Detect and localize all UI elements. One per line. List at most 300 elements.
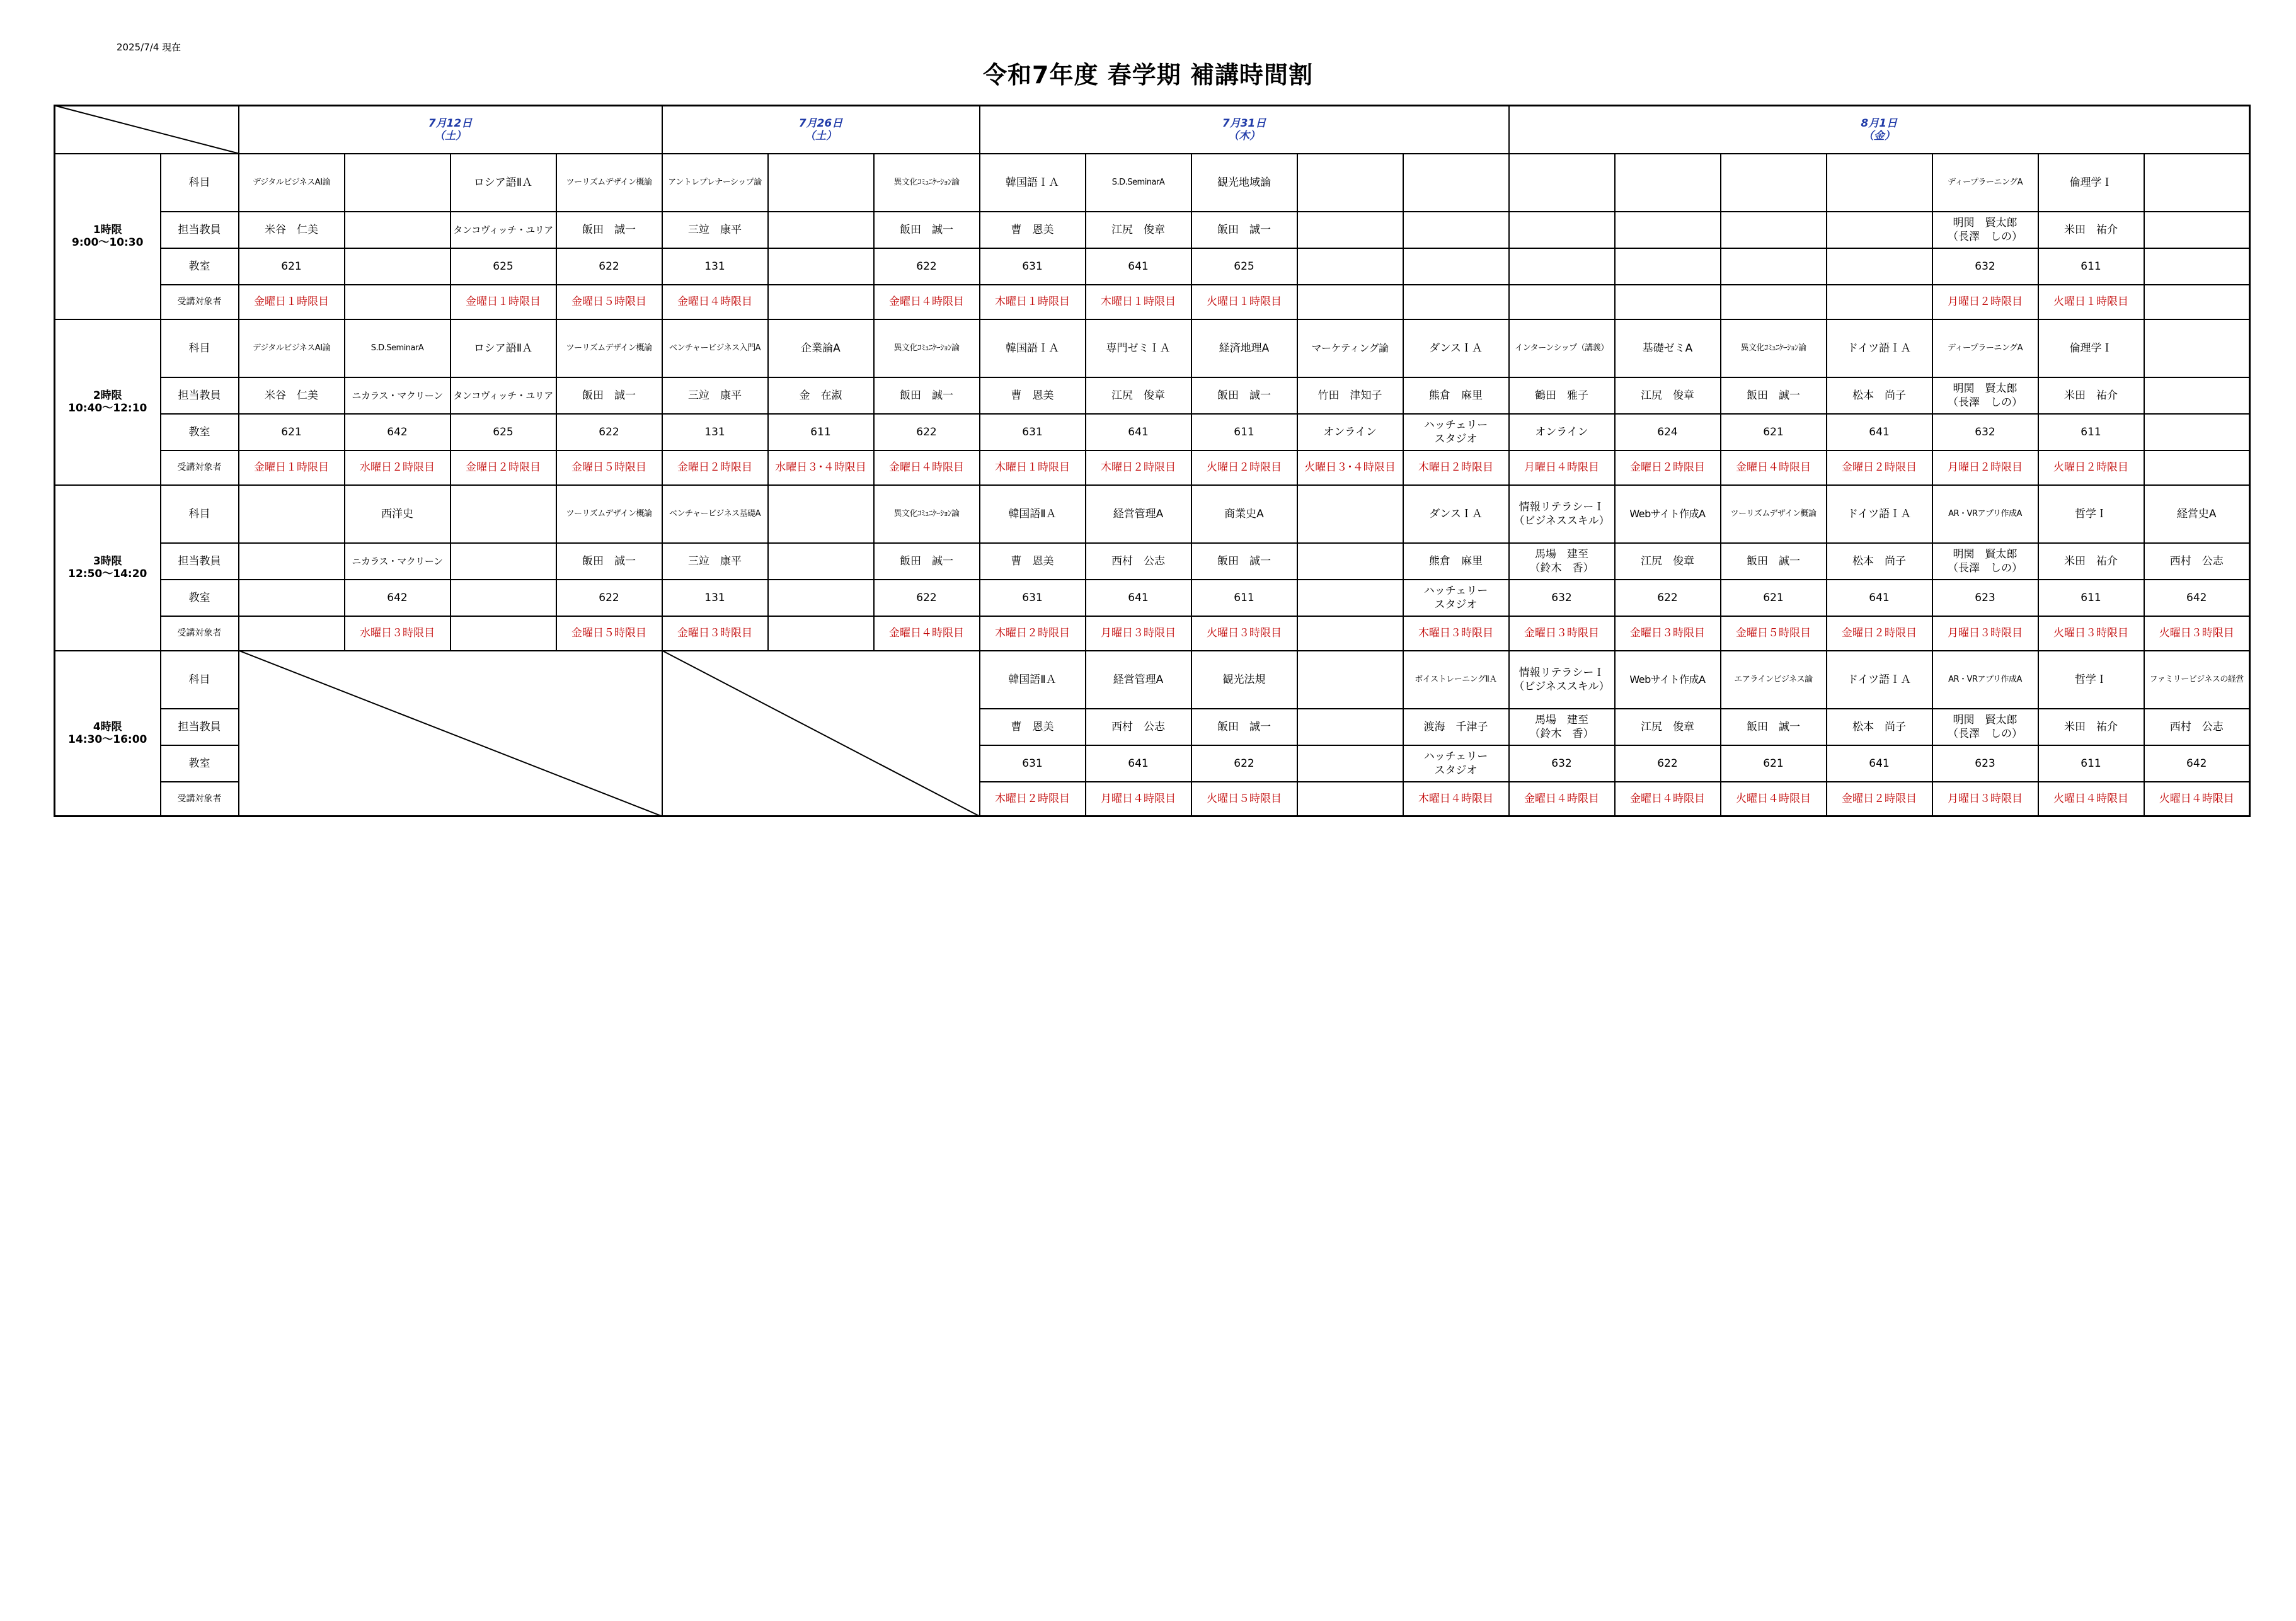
- blank-block-0726: [662, 651, 980, 816]
- subject-text: 韓国語ⅡＡ: [1008, 507, 1057, 520]
- row-label-target: 受講対象者: [161, 782, 239, 816]
- cell-teacher: [2038, 212, 2144, 248]
- cell-room: [980, 580, 1086, 616]
- cell-subject: [1086, 485, 1191, 543]
- cell-room: [1403, 414, 1509, 450]
- cell-target: [239, 450, 345, 485]
- cell-subject: [1827, 485, 1932, 543]
- cell-room: [2144, 248, 2250, 285]
- target-text: 月曜日３時限目: [1101, 627, 1176, 639]
- target-text: 火曜日３時限目: [2053, 627, 2128, 639]
- teacher-text: 飯田 誠一: [900, 223, 953, 236]
- cell-subject: [1932, 651, 2038, 709]
- target-text: 火曜日２時限目: [1207, 461, 1282, 474]
- cell-teacher: [451, 212, 556, 248]
- cell-subject: [662, 319, 768, 377]
- cell-target: [874, 285, 980, 319]
- subject-text: 異文化ｺﾐｭﾆｹｰｼｮﾝ論: [1740, 343, 1806, 353]
- cell-subject: [451, 485, 556, 543]
- cell-room: [239, 580, 345, 616]
- cell-teacher: [1509, 377, 1615, 414]
- cell-teacher: [2038, 543, 2144, 580]
- room-text: 641: [1869, 425, 1890, 438]
- cell-room: [1932, 248, 2038, 285]
- cell-target: [1509, 450, 1615, 485]
- room-text: 621: [1763, 757, 1784, 770]
- cell-subject: [1932, 154, 2038, 212]
- target-text: 金曜日２時限目: [677, 461, 752, 474]
- teacher-text: 飯田 誠一: [900, 554, 953, 568]
- cell-subject: [1403, 485, 1509, 543]
- row-label-teacher: 担当教員: [161, 377, 239, 414]
- cell-target: [556, 450, 662, 485]
- cell-room: [239, 414, 345, 450]
- cell-subject: [2038, 154, 2144, 212]
- cell-subject: [1827, 651, 1932, 709]
- cell-room: [1932, 414, 2038, 450]
- teacher-text: 飯田 誠一: [1217, 223, 1271, 236]
- teacher-text: タンコヴィッチ・ユリア: [453, 389, 553, 401]
- cell-target: [1827, 616, 1932, 651]
- target-text: 金曜日４時限目: [889, 295, 964, 308]
- target-text: 金曜日２時限目: [1842, 792, 1917, 805]
- subject-text: ツーリズムデザイン概論: [566, 177, 652, 187]
- room-text: 622: [599, 591, 619, 604]
- cell-teacher: [874, 377, 980, 414]
- cell-subject: [2038, 485, 2144, 543]
- subject-text: 異文化ｺﾐｭﾆｹｰｼｮﾝ論: [893, 343, 960, 353]
- room-text: 631: [1022, 260, 1043, 273]
- room-text: 631: [1022, 591, 1043, 604]
- cell-target: [1191, 782, 1297, 816]
- teacher-text: 飯田 誠一: [582, 389, 636, 402]
- period-1-target-row: [55, 285, 2250, 319]
- cell-room: [1932, 745, 2038, 782]
- day-weekday: （金）: [1863, 129, 1895, 142]
- cell-room: [1403, 248, 1509, 285]
- cell-teacher: [1086, 543, 1191, 580]
- room-text: 625: [493, 260, 514, 273]
- period-3-target-row: [55, 616, 2250, 651]
- row-label-room: 教室: [161, 248, 239, 285]
- cell-teacher: [662, 377, 768, 414]
- cell-target: [1721, 450, 1827, 485]
- target-text: 金曜日５時限目: [571, 295, 646, 308]
- room-text: 642: [2186, 757, 2207, 770]
- period-label: [55, 651, 161, 816]
- room-text: 641: [1128, 260, 1149, 273]
- target-text: 金曜日２時限目: [1842, 627, 1917, 639]
- teacher-text: ニカラス・マクリーン: [352, 389, 443, 401]
- target-text: 金曜日５時限目: [1736, 627, 1811, 639]
- period-1-subject-row: [55, 154, 2250, 212]
- teacher-text: 明関 賢太郎 （長澤 しの）: [1948, 216, 2023, 243]
- subject-text: ツーリズムデザイン概論: [1730, 508, 1817, 518]
- day-date: 7月12日: [428, 117, 473, 130]
- teacher-text: 渡海 千津子: [1423, 720, 1488, 733]
- room-text: 611: [1234, 591, 1254, 604]
- row-label-subject: 科目: [161, 154, 239, 212]
- target-text: 金曜日４時限目: [677, 295, 752, 308]
- room-text: 641: [1128, 757, 1149, 770]
- cell-room: [662, 248, 768, 285]
- cell-teacher: [980, 212, 1086, 248]
- cell-teacher: [2144, 212, 2250, 248]
- cell-subject: [1297, 485, 1403, 543]
- cell-room: [1509, 745, 1615, 782]
- room-text: 622: [916, 425, 937, 438]
- subject-text: 基礎ゼミA: [1642, 341, 1693, 355]
- cell-subject: [874, 319, 980, 377]
- cell-subject: [1721, 651, 1827, 709]
- target-text: 木曜日１時限目: [995, 295, 1070, 308]
- subject-text: ダンスＩＡ: [1429, 507, 1483, 520]
- cell-room: [1721, 745, 1827, 782]
- target-text: 金曜日３時限目: [677, 627, 752, 639]
- teacher-text: 飯田 誠一: [1747, 720, 1800, 733]
- cell-room: [1191, 580, 1297, 616]
- cell-target: [451, 616, 556, 651]
- cell-room: [768, 248, 874, 285]
- cell-target: [1191, 616, 1297, 651]
- cell-subject: [1509, 319, 1615, 377]
- teacher-text: 熊倉 麻里: [1429, 389, 1483, 402]
- target-text: 金曜日１時限目: [254, 461, 329, 474]
- day-header: [239, 106, 662, 154]
- room-text: 641: [1869, 591, 1890, 604]
- subject-text: ロシア語ⅡＡ: [473, 176, 533, 189]
- target-text: 火曜日２時限目: [2053, 461, 2128, 474]
- cell-target: [1191, 285, 1297, 319]
- cell-subject: [1086, 319, 1191, 377]
- cell-subject: [1509, 154, 1615, 212]
- room-text: 631: [1022, 425, 1043, 438]
- cell-target: [1615, 616, 1721, 651]
- cell-subject: [1509, 485, 1615, 543]
- cell-subject: [1403, 651, 1509, 709]
- subject-text: 経済地理A: [1219, 341, 1270, 355]
- subject-text: 韓国語ＩＡ: [1006, 176, 1059, 189]
- teacher-text: 三竝 康平: [688, 389, 742, 402]
- cell-teacher: [768, 377, 874, 414]
- cell-target: [1297, 450, 1403, 485]
- cell-room: [874, 580, 980, 616]
- cell-teacher: [239, 212, 345, 248]
- teacher-text: 米田 祐介: [2064, 223, 2118, 236]
- subject-text: ディープラーニングA: [1948, 177, 2023, 187]
- cell-subject: [768, 154, 874, 212]
- subject-text: 韓国語ＩＡ: [1006, 341, 1059, 355]
- cell-room: [1086, 745, 1191, 782]
- room-text: 642: [2186, 591, 2207, 604]
- subject-text: 倫理学Ｉ: [2069, 176, 2113, 189]
- cell-room: [1297, 745, 1403, 782]
- subject-text: ドイツ語ＩＡ: [1847, 341, 1912, 355]
- room-text: 622: [1657, 757, 1678, 770]
- row-label-teacher: 担当教員: [161, 212, 239, 248]
- cell-target: [662, 285, 768, 319]
- cell-teacher: [345, 212, 451, 248]
- subject-text: ドイツ語ＩＡ: [1847, 507, 1912, 520]
- cell-teacher: [662, 543, 768, 580]
- teacher-text: 米田 祐介: [2064, 554, 2118, 568]
- row-label-subject: 科目: [161, 651, 239, 709]
- target-text: 木曜日２時限目: [995, 627, 1070, 639]
- target-text: 木曜日４時限目: [1418, 792, 1493, 805]
- cell-subject: [1297, 319, 1403, 377]
- target-text: 金曜日１時限目: [466, 295, 541, 308]
- subject-text: 異文化ｺﾐｭﾆｹｰｼｮﾝ論: [893, 177, 960, 187]
- period-4-subject-row: [55, 651, 2250, 709]
- cell-subject: [980, 319, 1086, 377]
- cell-teacher: [239, 543, 345, 580]
- cell-target: [2038, 450, 2144, 485]
- day-header: [1509, 106, 2250, 154]
- teacher-text: 江尻 俊章: [1641, 554, 1694, 568]
- cell-subject: [768, 319, 874, 377]
- cell-subject: [1191, 485, 1297, 543]
- target-text: 金曜日２時限目: [466, 461, 541, 474]
- room-text: 621: [281, 425, 302, 438]
- cell-subject: [2144, 319, 2250, 377]
- cell-subject: [874, 154, 980, 212]
- cell-room: [345, 414, 451, 450]
- cell-teacher: [2144, 543, 2250, 580]
- cell-subject: [239, 319, 345, 377]
- teacher-text: 西村 公志: [1111, 720, 1165, 733]
- cell-target: [1086, 450, 1191, 485]
- cell-teacher: [1721, 212, 1827, 248]
- cell-subject: [345, 319, 451, 377]
- cell-room: [874, 248, 980, 285]
- period-2-target-row: [55, 450, 2250, 485]
- cell-target: [662, 616, 768, 651]
- target-text: 金曜日４時限目: [1630, 792, 1705, 805]
- cell-target: [768, 285, 874, 319]
- cell-teacher: [2038, 709, 2144, 745]
- cell-subject: [1932, 319, 2038, 377]
- cell-subject: [1191, 319, 1297, 377]
- period-3-room-row: [55, 580, 2250, 616]
- cell-teacher: [980, 709, 1086, 745]
- cell-room: [345, 248, 451, 285]
- room-text: 623: [1975, 591, 1995, 604]
- target-text: 水曜日２時限目: [360, 461, 435, 474]
- cell-target: [451, 285, 556, 319]
- target-text: 金曜日３時限目: [1524, 627, 1599, 639]
- target-text: 月曜日４時限目: [1101, 792, 1176, 805]
- room-text: 623: [1975, 757, 1995, 770]
- target-text: 火曜日３･４時限目: [1304, 461, 1396, 474]
- cell-teacher: [1403, 709, 1509, 745]
- day-date: 7月31日: [1222, 117, 1266, 130]
- cell-target: [980, 450, 1086, 485]
- cell-target: [556, 616, 662, 651]
- room-text: 622: [916, 260, 937, 273]
- room-text: 631: [1022, 757, 1043, 770]
- room-text: 624: [1657, 425, 1678, 438]
- target-text: 金曜日４時限目: [889, 461, 964, 474]
- room-text: 641: [1869, 757, 1890, 770]
- subject-text: 情報リテラシーＩ （ビジネススキル）: [1513, 500, 1610, 527]
- room-text: ハッチェリー スタジオ: [1423, 584, 1488, 611]
- cell-room: [1403, 745, 1509, 782]
- cell-room: [1086, 414, 1191, 450]
- subject-text: インターンシップ（講義）: [1515, 343, 1609, 353]
- row-label-room: 教室: [161, 580, 239, 616]
- cell-target: [2038, 285, 2144, 319]
- cell-room: [768, 414, 874, 450]
- cell-teacher: [2144, 377, 2250, 414]
- teacher-text: 三竝 康平: [688, 223, 742, 236]
- subject-text: ドイツ語ＩＡ: [1847, 673, 1912, 686]
- subject-text: S.D.SeminarA: [1111, 177, 1165, 187]
- subject-text: 観光法規: [1222, 673, 1266, 686]
- day-date: 8月1日: [1861, 117, 1898, 130]
- target-text: 金曜日５時限目: [571, 461, 646, 474]
- cell-subject: [556, 154, 662, 212]
- subject-text: AR・VRアプリ作成A: [1948, 508, 2022, 518]
- row-label-room: 教室: [161, 745, 239, 782]
- cell-teacher: [1615, 709, 1721, 745]
- day-weekday: （土）: [805, 129, 837, 142]
- subject-text: デジタルビジネスAI論: [252, 343, 331, 353]
- cell-subject: [1191, 154, 1297, 212]
- cell-subject: [345, 154, 451, 212]
- teacher-text: 松本 尚子: [1852, 720, 1906, 733]
- cell-subject: [1086, 651, 1191, 709]
- cell-room: [874, 414, 980, 450]
- cell-target: [1932, 285, 2038, 319]
- cell-teacher: [451, 543, 556, 580]
- subject-text: ダンスＩＡ: [1429, 341, 1483, 355]
- cell-subject: [1721, 485, 1827, 543]
- cell-teacher: [768, 543, 874, 580]
- subject-text: ツーリズムデザイン概論: [566, 343, 652, 353]
- period-3-teacher-row: [55, 543, 2250, 580]
- target-text: 月曜日４時限目: [1524, 461, 1599, 474]
- subject-text: 情報リテラシーＩ （ビジネススキル）: [1513, 666, 1610, 693]
- cell-room: [1403, 580, 1509, 616]
- teacher-text: 熊倉 麻里: [1429, 554, 1483, 568]
- subject-text: 韓国語ⅡＡ: [1008, 673, 1057, 686]
- cell-room: [1721, 580, 1827, 616]
- room-text: 642: [387, 425, 408, 438]
- cell-teacher: [1191, 543, 1297, 580]
- subject-text: 倫理学Ｉ: [2069, 341, 2113, 355]
- cell-target: [1086, 782, 1191, 816]
- timetable: [54, 105, 2251, 817]
- subject-text: 専門ゼミＩＡ: [1106, 341, 1171, 355]
- cell-room: [1827, 745, 1932, 782]
- period-time: 9:00～10:30: [72, 236, 144, 249]
- cell-room: [1615, 580, 1721, 616]
- cell-target: [1086, 285, 1191, 319]
- cell-room: [1509, 414, 1615, 450]
- cell-target: [768, 616, 874, 651]
- cell-target: [1297, 782, 1403, 816]
- cell-subject: [1932, 485, 2038, 543]
- cell-target: [768, 450, 874, 485]
- subject-text: AR・VRアプリ作成A: [1948, 674, 2022, 684]
- subject-text: 経営史A: [2176, 507, 2217, 520]
- target-text: 金曜日４時限目: [1736, 461, 1811, 474]
- cell-target: [1403, 616, 1509, 651]
- subject-text: 哲学Ｉ: [2075, 673, 2107, 686]
- cell-room: [980, 248, 1086, 285]
- row-label-teacher: 担当教員: [161, 709, 239, 745]
- teacher-text: 西村 公志: [2169, 720, 2224, 733]
- target-text: 火曜日３時限目: [2159, 627, 2234, 639]
- cell-subject: [1403, 154, 1509, 212]
- teacher-text: 米田 祐介: [2064, 389, 2118, 402]
- room-text: オンライン: [1535, 425, 1588, 438]
- cell-subject: [345, 485, 451, 543]
- cell-room: [1086, 580, 1191, 616]
- cell-target: [874, 616, 980, 651]
- cell-target: [1827, 450, 1932, 485]
- room-text: 611: [2081, 260, 2101, 273]
- cell-subject: [1086, 154, 1191, 212]
- cell-subject: [1615, 485, 1721, 543]
- teacher-text: 飯田 誠一: [1217, 554, 1271, 568]
- cell-target: [1509, 285, 1615, 319]
- target-text: 金曜日３時限目: [1630, 627, 1705, 639]
- cell-subject: [1827, 319, 1932, 377]
- subject-text: 企業論A: [801, 341, 841, 355]
- cell-teacher: [1297, 377, 1403, 414]
- cell-teacher: [239, 377, 345, 414]
- cell-room: [2038, 414, 2144, 450]
- teacher-text: 江尻 俊章: [1111, 389, 1165, 402]
- room-text: 641: [1128, 425, 1149, 438]
- cell-target: [980, 616, 1086, 651]
- cell-teacher: [980, 543, 1086, 580]
- cell-target: [980, 285, 1086, 319]
- cell-target: [1403, 450, 1509, 485]
- cell-subject: [451, 154, 556, 212]
- cell-teacher: [1086, 709, 1191, 745]
- cell-target: [1827, 285, 1932, 319]
- subject-text: 経営管理A: [1113, 507, 1164, 520]
- target-text: 水曜日３時限目: [360, 627, 435, 639]
- cell-room: [1721, 414, 1827, 450]
- period-label: [55, 485, 161, 651]
- period-2-room-row: [55, 414, 2250, 450]
- subject-text: Webサイト作成A: [1629, 673, 1706, 685]
- cell-teacher: [345, 543, 451, 580]
- target-text: 木曜日２時限目: [995, 792, 1070, 805]
- cell-teacher: [1932, 543, 2038, 580]
- period-time: 12:50～14:20: [68, 568, 147, 580]
- target-text: 金曜日２時限目: [1630, 461, 1705, 474]
- teacher-text: 曹 恩美: [1011, 554, 1054, 568]
- cell-target: [239, 616, 345, 651]
- teacher-text: 明関 賢太郎 （長澤 しの）: [1948, 382, 2023, 409]
- target-text: 火曜日４時限目: [1736, 792, 1811, 805]
- subject-text: Webサイト作成A: [1629, 507, 1706, 520]
- cell-teacher: [1403, 377, 1509, 414]
- subject-text: アントレプレナーシップ論: [668, 177, 762, 187]
- row-label-subject: 科目: [161, 319, 239, 377]
- cell-room: [2144, 745, 2250, 782]
- cell-teacher: [1721, 709, 1827, 745]
- cell-subject: [451, 319, 556, 377]
- subject-text: ボイストレーニングⅡＡ: [1415, 674, 1497, 684]
- room-text: 642: [387, 591, 408, 604]
- cell-teacher: [1615, 212, 1721, 248]
- period-time: 10:40～12:10: [68, 402, 147, 415]
